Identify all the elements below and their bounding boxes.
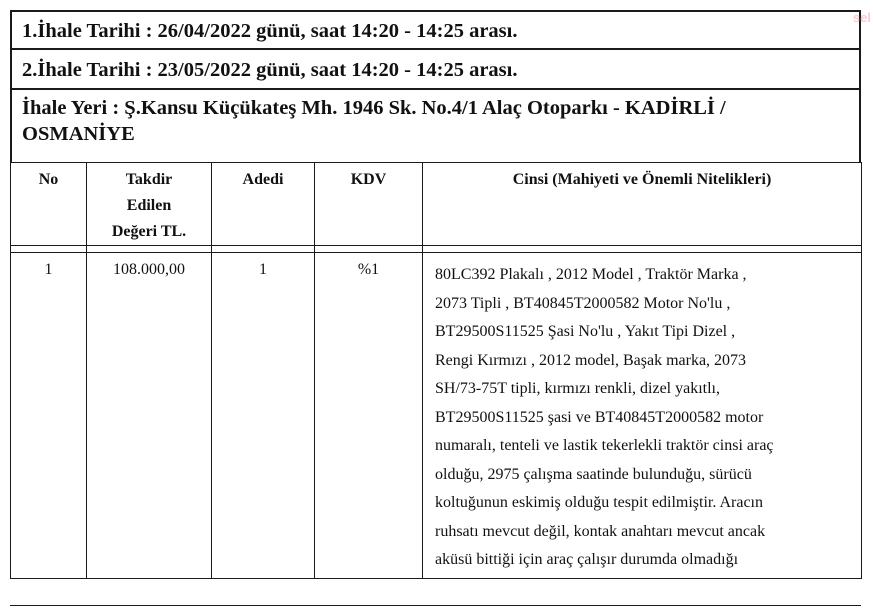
description-line: 2073 Tipli , BT40845T2000582 Motor No'lu ,	[435, 294, 731, 312]
column-header-quantity: Adedi	[212, 163, 315, 246]
first-auction-date-text: 1.İhale Tarihi : 26/04/2022 günü, saat 14:20 - 14:25 arası.	[22, 20, 518, 42]
cell-quantity: 1	[212, 253, 315, 579]
description-line: Rengi Kırmızı , 2012 model, Başak marka, 2073	[435, 351, 747, 369]
second-auction-date	[10, 48, 861, 88]
description-line: koltuğunun eskimiş olduğu tespit edilmiştir. Aracın	[435, 494, 763, 511]
bottom-divider	[10, 605, 861, 606]
table-spacer-row	[11, 246, 862, 253]
description-line: SH/73-75T tipli, kırmızı renkli, dizel yakıtlı,	[435, 380, 720, 397]
table-row	[11, 253, 862, 579]
second-auction-date-text: 2.İhale Tarihi : 23/05/2022 günü, saat 14:20 - 14:25 arası.	[22, 59, 518, 81]
column-header-description: Cinsi (Mahiyeti ve Önemli Nitelikleri)	[423, 163, 862, 246]
description-line: numaralı, tenteli ve lastik tekerlekli traktör cinsi araç	[435, 437, 774, 454]
description-line: BT29500S11525 şasi ve BT40845T2000582 motor	[435, 408, 764, 426]
auction-location	[10, 88, 861, 162]
column-header-value-line-3: Değeri TL.	[111, 223, 187, 240]
column-header-value-line-1: Takdir	[125, 171, 173, 188]
description-line: ruhsatı mevcut değil, kontak anahtarı mevcut ancak	[435, 522, 766, 540]
cell-vat: %1	[315, 253, 423, 579]
auction-location-line-1: İhale Yeri : Ş.Kansu Küçükateş Mh. 1946 Sk. No.4/1 Alaç Otoparkı - KADİRLİ /	[22, 97, 726, 119]
column-header-value	[87, 163, 212, 246]
column-header-vat: KDV	[315, 163, 423, 246]
source-watermark: sel	[852, 10, 871, 25]
cell-no: 1	[11, 253, 87, 579]
cell-description	[423, 253, 862, 579]
auction-location-line-2: OSMANİYE	[22, 123, 135, 145]
first-auction-date	[10, 10, 861, 48]
description-line: aküsü bittiği için araç çalışır durumda olmadığı	[435, 551, 739, 568]
item-table	[10, 162, 862, 579]
cell-value: 108.000,00	[87, 253, 212, 579]
description-line: BT29500S11525 Şasi No'lu , Yakıt Tipi Dizel ,	[435, 323, 736, 340]
table-header-row	[11, 163, 862, 246]
auction-notice	[10, 10, 861, 579]
column-header-value-line-2: Edilen	[126, 197, 172, 214]
column-header-no: No	[11, 163, 87, 246]
description-line: olduğu, 2975 çalışma saatinde bulunduğu, sürücü	[435, 465, 752, 483]
description-line: 80LC392 Plakalı , 2012 Model , Traktör Marka ,	[435, 266, 747, 283]
